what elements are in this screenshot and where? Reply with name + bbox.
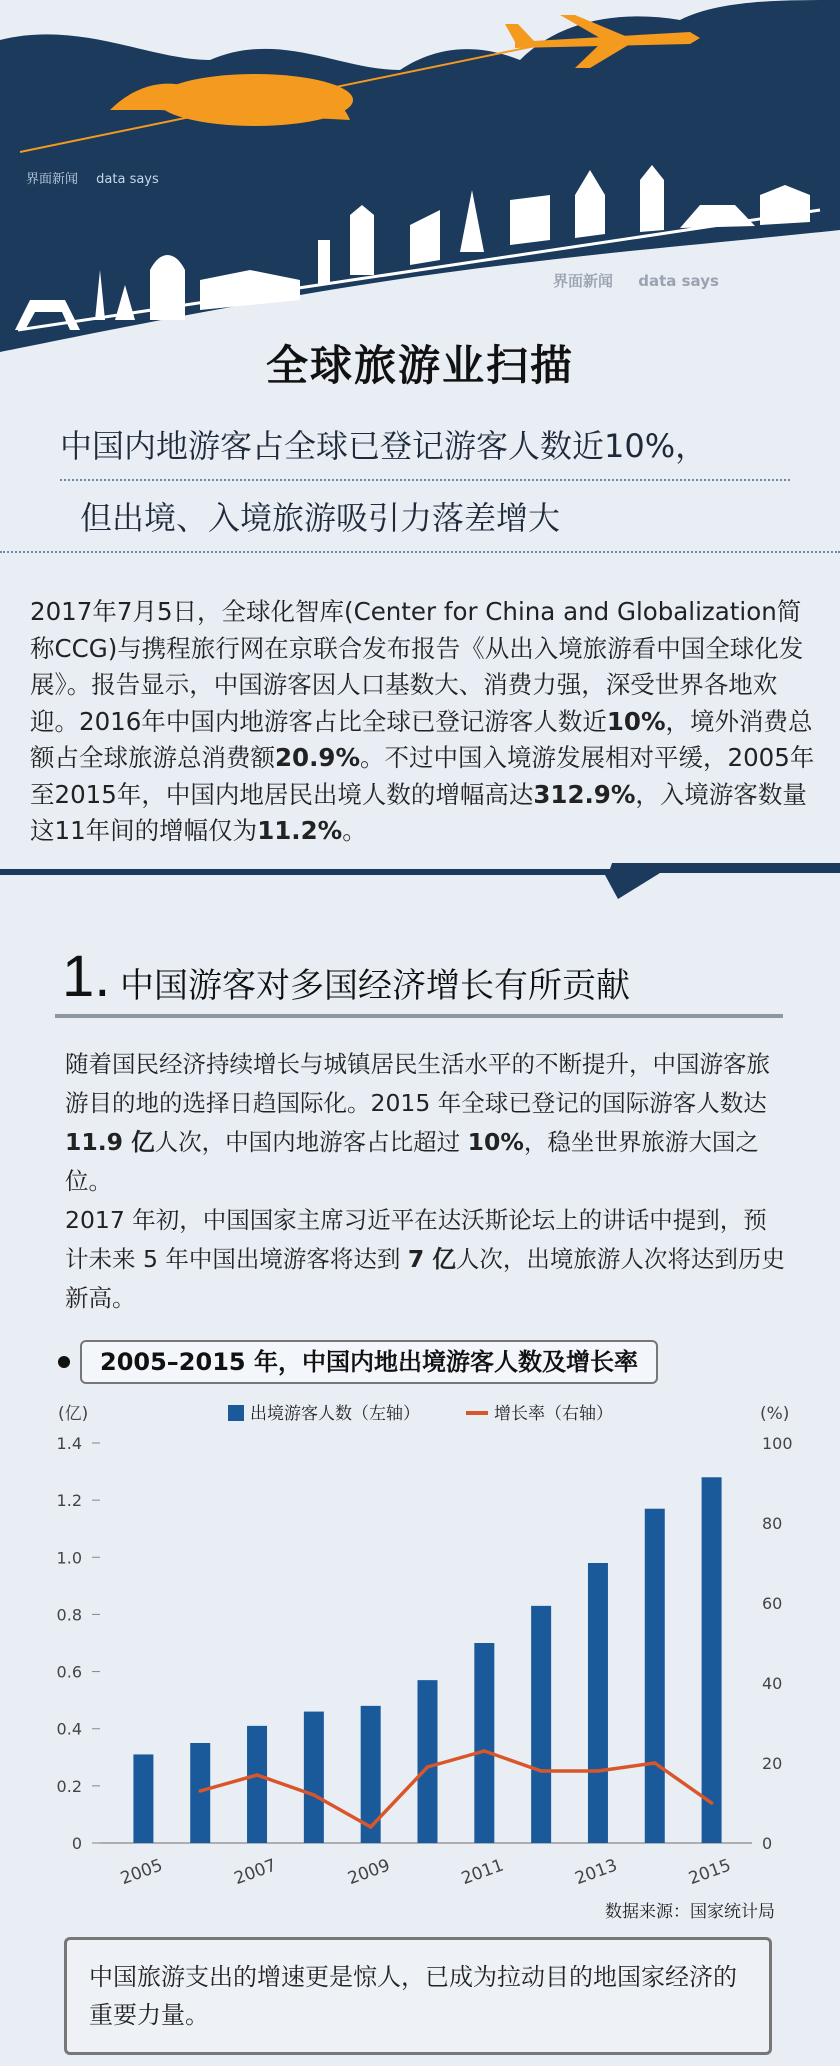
section-divider — [0, 855, 840, 905]
intro-text: 2017年7月5日，全球化智库(Center for China and Globalization简称CCG)与携程旅行网在京联合发布报告《从出入境旅游看中国全球化发展》。报告显示，中国游客因人口基数大、消费力强，深受世界各地欢迎。2016年中国内地游客占比全球已登记游客人数近 — [30, 597, 804, 736]
paragraph-highlight: 10% — [467, 1128, 524, 1156]
growth-rate-point-2013 — [596, 1769, 600, 1773]
right-axis-unit: (%) — [760, 1404, 790, 1424]
x-axis-tick-label: 2007 — [231, 1855, 280, 1890]
bar-outbound-2010 — [418, 1680, 438, 1843]
legend-swatch-bars — [228, 1405, 244, 1421]
right-axis-tick-label: 0 — [762, 1834, 773, 1853]
bar-outbound-2013 — [588, 1563, 608, 1843]
x-axis-tick-label: 2011 — [458, 1855, 507, 1890]
section-number: 1. — [62, 944, 111, 1009]
growth-rate-point-2014 — [653, 1761, 657, 1765]
growth-rate-point-2008 — [312, 1793, 316, 1797]
intro-text: 。不过中国入境游发展相对平缓，2005年至2015年，中国内地居民出境人数的增幅高达 — [30, 743, 815, 809]
section-paragraph-2 — [65, 1201, 785, 1318]
paragraph-highlight: 11.9 亿 — [65, 1128, 155, 1156]
bar-outbound-2007 — [247, 1726, 267, 1843]
paragraph-text: 人次，出境旅游人次将达到历史新高。 — [65, 1245, 785, 1312]
callout-box: 中国旅游支出的增速更是惊人，已成为拉动目的地国家经济的重要力量。 — [64, 1937, 772, 2055]
paragraph-text: 人次，中国内地游客占比超过 — [154, 1128, 468, 1156]
data-source: 数据来源：国家统计局 — [605, 1902, 775, 1922]
left-axis-tick-label: 1.2 — [56, 1491, 82, 1511]
chart-title: 2005–2015 年，中国内地出境游客人数及增长率 — [80, 1340, 658, 1384]
x-axis-tick-label: 2015 — [686, 1855, 734, 1890]
growth-rate-point-2015 — [710, 1801, 714, 1805]
growth-rate-point-2009 — [369, 1825, 373, 1829]
bar-outbound-2011 — [474, 1643, 494, 1843]
x-axis-tick-label: 2013 — [572, 1855, 620, 1890]
right-axis-tick-label: 100 — [762, 1434, 793, 1453]
growth-rate-point-2011 — [483, 1749, 487, 1753]
bar-outbound-2012 — [531, 1606, 551, 1843]
left-axis-tick-label: 0.4 — [56, 1719, 82, 1739]
brand-name-en: data says — [638, 272, 719, 290]
intro-text: ，入境游客数量这11年间的增幅仅为 — [30, 779, 807, 845]
right-axis-tick-label: 20 — [762, 1754, 783, 1773]
brand-name-cn-small: 界面新闻 — [26, 172, 79, 187]
brand-small — [26, 168, 173, 187]
intro-highlight: 11.2% — [257, 816, 343, 845]
legend-label-bars: 出境游客人数（左轴） — [250, 1404, 420, 1424]
growth-rate-point-2007 — [255, 1773, 259, 1777]
page-title: 全球旅游业扫描 — [265, 341, 574, 390]
brand-name-cn: 界面新闻 — [553, 272, 614, 290]
x-axis-tick-label: 2009 — [345, 1855, 393, 1890]
right-axis-tick-label: 40 — [762, 1674, 783, 1693]
bar-outbound-2005 — [133, 1754, 153, 1843]
right-axis-tick-label: 80 — [762, 1514, 783, 1533]
subtitle-line-2: 但出境、入境旅游吸引力落差增大 — [0, 493, 840, 553]
section-rule — [55, 1014, 783, 1018]
intro-highlight: 312.9% — [533, 779, 636, 809]
brand-name-en-small: data says — [96, 172, 159, 187]
intro-paragraph — [30, 594, 820, 850]
outbound-tourists-chart — [0, 1395, 840, 1895]
left-axis-unit: (亿) — [58, 1404, 89, 1424]
growth-rate-line — [200, 1751, 711, 1827]
paragraph-text: 2017 年初，中国国家主席习近平在达沃斯论坛上的讲话中提到，预计未来 5 年中国出境游客将达到 — [65, 1206, 767, 1273]
growth-rate-point-2010 — [426, 1765, 430, 1769]
x-axis-tick-label: 2005 — [117, 1855, 166, 1890]
bar-outbound-2015 — [702, 1477, 722, 1843]
paragraph-text: ，稳坐世界旅游大国之位。 — [65, 1128, 759, 1195]
left-axis-tick-label: 0.6 — [56, 1662, 82, 1682]
growth-rate-point-2012 — [539, 1769, 543, 1773]
brand-large — [553, 270, 739, 291]
bullet-dot — [58, 1356, 70, 1368]
subtitle-line-1: 中国内地游客占全球已登记游客人数近10%， — [60, 421, 790, 481]
intro-highlight: 10% — [606, 706, 666, 736]
section-title: 中国游客对多国经济增长有所贡献 — [120, 966, 630, 1006]
left-axis-tick-label: 1.0 — [56, 1548, 82, 1568]
left-axis-tick-label: 1.4 — [56, 1434, 82, 1453]
left-axis-tick-label: 0.8 — [56, 1605, 82, 1625]
paragraph-text: 随着国民经济持续增长与城镇居民生活水平的不断提升，中国游客旅游目的地的选择日趋国际化。2015 年全球已登记的国际游客人数达 — [65, 1050, 770, 1117]
right-axis-tick-label: 60 — [762, 1594, 783, 1613]
intro-text: ，境外消费总额占全球旅游总消费额 — [30, 706, 813, 772]
legend-label-line: 增长率（右轴） — [494, 1404, 613, 1424]
bar-outbound-2006 — [190, 1743, 210, 1843]
section-paragraph-1 — [65, 1045, 785, 1201]
intro-highlight: 20.9% — [275, 743, 360, 772]
left-axis-tick-label: 0.2 — [56, 1776, 82, 1796]
intro-text: 。 — [342, 816, 367, 845]
bar-outbound-2014 — [645, 1509, 665, 1843]
left-axis-tick-label: 0 — [71, 1834, 82, 1853]
paragraph-highlight: 7 亿 — [407, 1245, 456, 1273]
growth-rate-point-2006 — [198, 1789, 202, 1793]
bar-outbound-2008 — [304, 1712, 324, 1843]
